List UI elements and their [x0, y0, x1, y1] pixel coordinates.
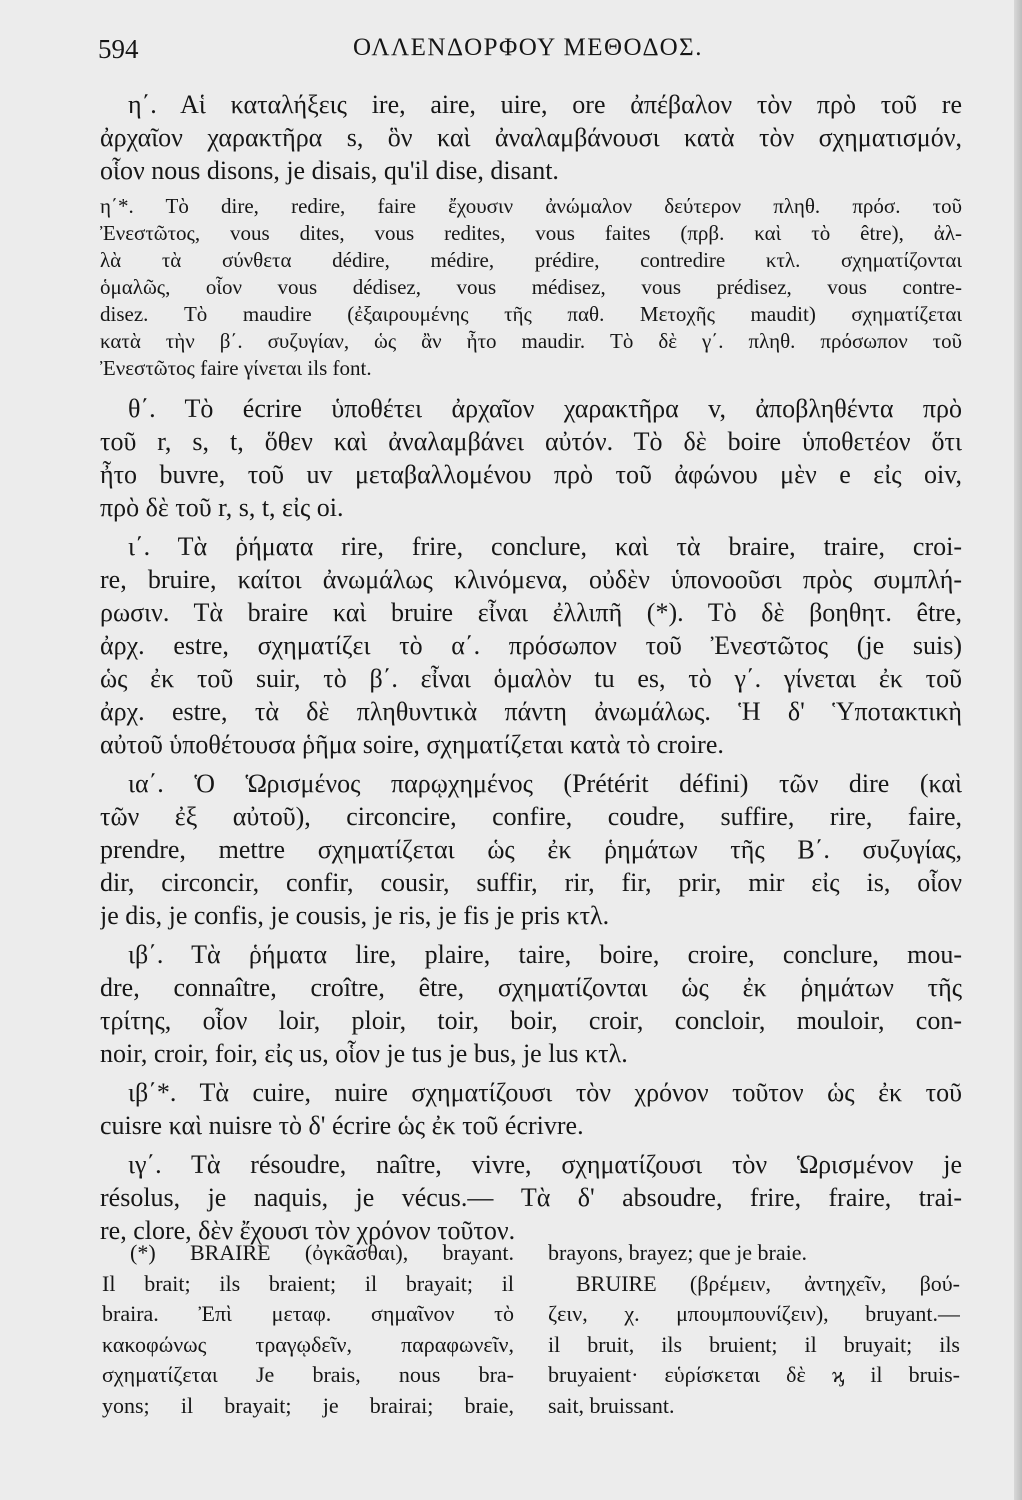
page-number: 594: [98, 34, 139, 64]
text-line: πρὸ δὲ τοῦ r, s, t, εἰς oi.: [100, 493, 344, 522]
paragraph: [100, 1076, 962, 1142]
text-line: η΄*. Τὸ dire, redire, faire ἔχουσιν ἀνώμαλον δεύτερον πληθ. πρόσ. τοῦ: [100, 194, 962, 218]
text-line: ρωσιν. Τὰ braire καὶ bruire εἶναι ἐλλιπῆ (*). Τὸ δὲ βοηθητ. être,: [100, 598, 962, 627]
text-line: ι΄. Τὰ ῥήματα rire, frire, conclure, καὶ τὰ braire, traire, croi-: [128, 532, 962, 561]
text-line: résolus, je naquis, je vécus.— Τὰ δ' absoudre, frire, fraire, trai-: [100, 1183, 962, 1212]
main-text: [100, 88, 962, 1253]
footnote-line: sait, bruissant.: [548, 1392, 675, 1418]
text-line: dir, circoncir, confir, cousir, suffir, rir, fir, prir, mir εἰς is, οἷον: [100, 868, 962, 897]
paragraph: [100, 767, 962, 932]
footnote-line: braira. Ἐπὶ μεταφ. σημαῖνον τὸ: [102, 1301, 514, 1326]
text-line: re, clore, δὲν ἔχουσι τὸν χρόνον τοῦτον.: [100, 1216, 516, 1245]
text-line: dre, connaître, croître, être, σχηματίζονται ὡς ἐκ ῥημάτων τῆς: [100, 973, 962, 1002]
paragraph: [100, 1148, 962, 1247]
text-line: ἦτο buvre, τοῦ uv μεταβαλλομένου πρὸ τοῦ ἀφώνου μὲν e εἰς oiv,: [100, 460, 962, 489]
footnote-line: ζειν, χ. μπουμπουνίζειν), bruyant.—: [548, 1301, 960, 1326]
text-line: ιβ΄. Τὰ ῥήματα lire, plaire, taire, boire, croire, conclure, mou-: [128, 940, 962, 969]
running-title: ΟΛΛΕΝΔΟΡΦΟΥ ΜΕΘΟΔΟΣ.: [353, 34, 703, 61]
footnote-column-left: [102, 1238, 514, 1421]
text-line: ἀρχ. estre, τὰ δὲ πληθυντικὰ πάντη ἀνωμάλως. Ἡ δ' Ὑποτακτικὴ: [100, 697, 962, 726]
footnote-line: (*) BRAIRE (ὀγκᾶσθαι), brayant.: [130, 1240, 514, 1265]
text-line: οἷον nous disons, je disais, qu'il dise, disant.: [100, 156, 559, 185]
text-line: ιγ΄. Τὰ résoudre, naître, vivre, σχηματίζουσι τὸν Ὡρισμένον je: [128, 1150, 962, 1179]
paragraph-gap: [100, 382, 962, 392]
text-line: τοῦ r, s, t, ὅθεν καὶ ἀναλαμβάνει αὐτόν. Τὸ δὲ boire ὑποθετέον ὅτι: [100, 427, 962, 456]
text-line: ὡς ἐκ τοῦ suir, τὸ β΄. εἶναι ὁμαλὸν tu es, τὸ γ΄. γίνεται ἐκ τοῦ: [100, 664, 962, 693]
page-edge: [1014, 0, 1022, 1500]
text-line: ἀρχ. estre, σχηματίζει τὸ α΄. πρόσωπον τοῦ Ἐνεστῶτος (je suis): [100, 631, 962, 660]
text-line: ἀρχαῖον χαρακτῆρα s, ὃν καὶ ἀναλαμβάνουσι κατὰ τὸν σχηματισμόν,: [100, 123, 962, 152]
text-line: cuisre καὶ nuisre τὸ δ' écrire ὡς ἐκ τοῦ écrivre.: [100, 1111, 584, 1140]
footnotes: [102, 1238, 960, 1421]
text-line: κατὰ τὴν β΄. συζυγίαν, ὡς ἂν ἦτο maudir. Τὸ δὲ γ΄. πληθ. πρόσωπον τοῦ: [100, 329, 962, 353]
footnote-line: il bruit, ils bruient; il bruyait; ils: [548, 1331, 960, 1357]
footnote-line: bruyaient· εὑρίσκεται δὲ ϗ il bruis-: [548, 1362, 960, 1387]
footnote-line: κακοφώνως τραγῳδεῖν, παραφωνεῖν,: [102, 1331, 514, 1357]
footnote-line: yons; il brayait; je brairai; braie,: [102, 1392, 514, 1418]
footnote-line: Il brait; ils braient; il brayait; il: [102, 1270, 514, 1296]
text-line: αὐτοῦ ὑποθέτουσα ῥῆμα soire, σχηματίζεται κατὰ τὸ croire.: [100, 730, 724, 759]
footnote-line: BRUIRE (βρέμειν, ἀντηχεῖν, βού-: [576, 1270, 960, 1296]
text-line: ιβ΄*. Τὰ cuire, nuire σχηματίζουσι τὸν χρόνον τοῦτον ὡς ἐκ τοῦ: [128, 1078, 962, 1107]
text-line: θ΄. Τὸ écrire ὑποθέτει ἀρχαῖον χαρακτῆρα v, ἀποβληθέντα πρὸ: [128, 394, 962, 423]
footnote-line: σχηματίζεται Je brais, nous bra-: [102, 1362, 514, 1387]
paragraph: [100, 530, 962, 761]
text-line: τρίτης, οἷον loir, ploir, toir, boir, croir, concloir, mouloir, con-: [100, 1006, 962, 1035]
text-line: je dis, je confis, je cousis, je ris, je fis je pris κτλ.: [100, 901, 610, 930]
text-line: prendre, mettre σχηματίζεται ὡς ἐκ ῥημάτων τῆς Β΄. συζυγίας,: [100, 835, 962, 864]
text-line: noir, croir, foir, εἰς us, οἷον je tus je bus, je lus κτλ.: [100, 1039, 628, 1068]
text-line: Ἐνεστῶτος, vous dites, vous redites, vous faites (πρβ. καὶ τὸ être), ἀλ-: [100, 221, 962, 245]
text-line: ια΄. Ὁ Ὡρισμένος παρῳχημένος (Prétérit défini) τῶν dire (καὶ: [128, 769, 962, 798]
text-line: re, bruire, καίτοι ἀνωμάλως κλινόμενα, οὐδὲν ὑπονοοῦσι πρὸς συμπλή-: [100, 565, 962, 594]
paragraph: [100, 938, 962, 1070]
text-line: disez. Τὸ maudire (ἐξαιρουμένης τῆς παθ. Μετοχῆς maudit) σχηματίζεται: [100, 302, 962, 326]
text-line: λὰ τὰ σύνθετα dédire, médire, prédire, contredire κτλ. σχηματίζονται: [100, 248, 962, 272]
text-line: Ἐνεστῶτος faire γίνεται ils font.: [100, 356, 372, 380]
paragraph: [100, 392, 962, 524]
text-line: ὁμαλῶς, οἷον vous dédisez, vous médisez, vous prédisez, vous contre-: [100, 275, 962, 299]
text-line: τῶν ἐξ αὐτοῦ), circoncire, confire, coudre, suffire, rire, faire,: [100, 802, 962, 831]
page-header: [98, 34, 958, 68]
text-line: η΄. Αἱ καταλήξεις ire, aire, uire, ore ἀπέβαλον τὸν πρὸ τοῦ re: [128, 90, 962, 119]
footnote-line: brayons, brayez; que je braie.: [548, 1240, 807, 1265]
paragraph: [100, 193, 962, 382]
paragraph: [100, 88, 962, 187]
footnote-column-right: [548, 1238, 960, 1421]
